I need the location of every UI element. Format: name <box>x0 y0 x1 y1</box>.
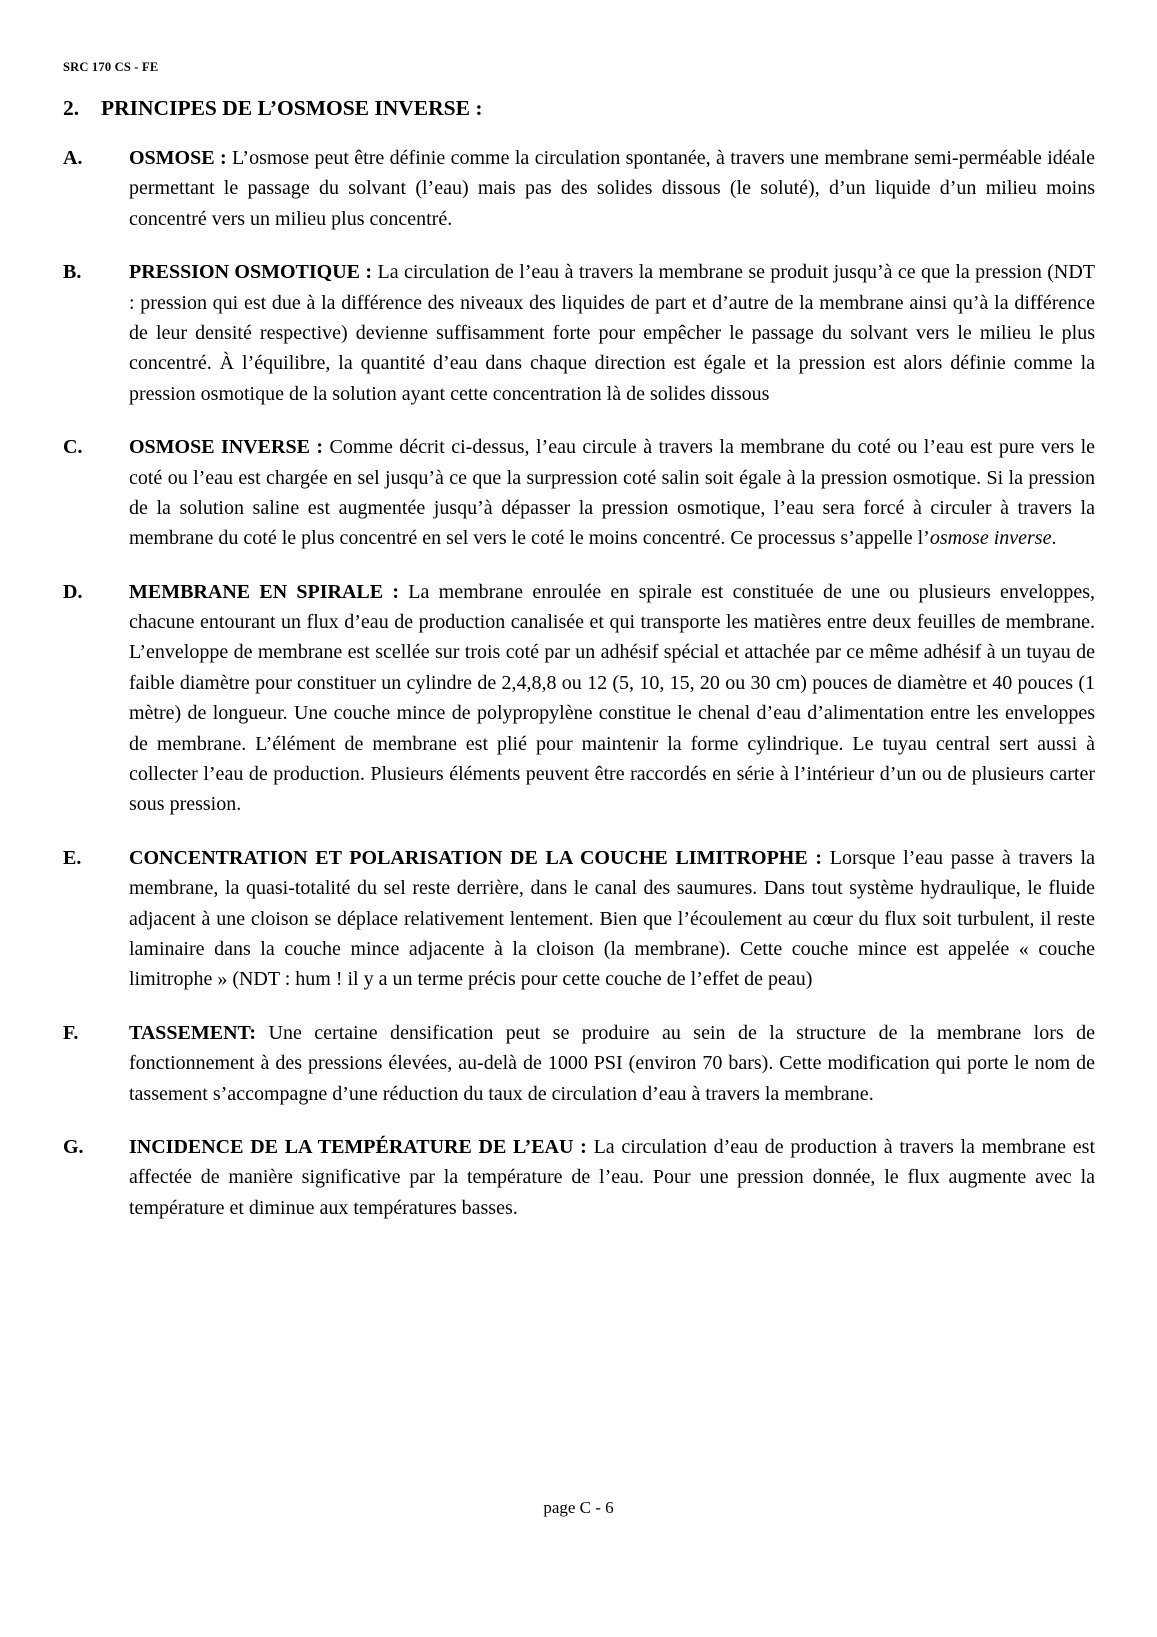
clause-text: La circulation de l’eau à travers la membrane se produit jusqu’à ce que la pression (NDT : pression qui est due à la différence des niveaux des liquides de part et d’autre de la membrane ainsi qu’à la différence de leur densité respective) devienne suffisamment forte pour empêcher le passage du solvant vers le milieu le plus concentré. À l’équilibre, la quantité d’eau dans chaque direction est égale et la pression est alors définie comme la pression osmotique de la solution ayant cette concentration là de solides dissous <box>129 261 1096 405</box>
clause-b <box>63 257 1095 409</box>
clause-letter: D. <box>63 580 83 603</box>
clause-d <box>63 577 1095 820</box>
clause-body <box>129 143 1095 234</box>
clause-body <box>129 577 1095 820</box>
clause-term: OSMOSE : <box>129 147 227 169</box>
document-code-header: SRC 170 CS - FE <box>63 60 159 74</box>
clause-text: Lorsque l’eau passe à travers la membrane, la quasi-totalité du sel reste derrière, dans le canal des saumures. Dans tout système hydraulique, le fluide adjacent à une cloison se déplace relativement lentement. Bien que l’écoulement au cœur du flux soit turbulent, il reste laminaire dans la couche mince adjacente à la cloison (la membrane). Cette couche mince est appelée « couche limitrophe » (NDT : hum ! il y a un terme précis pour cette couche de l’effet de peau) <box>129 846 1095 991</box>
clause-text: La membrane enroulée en spirale est constituée de une ou plusieurs enveloppes, chacune entourant un flux d’eau de production canalisée et qui transporte les matières entre deux feuilles de membrane. L’enveloppe de membrane est scellée sur trois coté par un adhésif spécial et attachée par ce même adhésif à un tuyau de faible diamètre pour constituer un cylindre de 2,4,8,8 ou 12 (5, 10, 15, 20 ou 30 cm) pouces de diamètre et 40 pouces (1 mètre) de longueur. Une couche mince de polypropylène constitue le chenal d’eau d’alimentation entre les enveloppes de membrane. L’élément de membrane est plié pour maintenir la forme cylindrique. Le tuyau central sert aussi à collecter l’eau de production. Plusieurs éléments peuvent être raccordés en série à l’intérieur d’un ou de plusieurs carter sous pression. <box>129 580 1095 816</box>
clause-g <box>63 1132 1095 1223</box>
clause-body <box>129 843 1095 995</box>
clause-text: La circulation d’eau de production à travers la membrane est affectée de manière significative par la température de l’eau. Pour une pression donnée, le flux augmente avec la température et diminue aux températures basses. <box>129 1135 1095 1219</box>
clause-c <box>63 432 1095 554</box>
clause-a <box>63 143 1095 234</box>
clause-letter: E. <box>63 846 82 869</box>
clause-term: TASSEMENT: <box>129 1021 257 1044</box>
clause-letter: C. <box>63 436 83 459</box>
clause-term: INCIDENCE DE LA TEMPÉRATURE DE L’EAU : <box>129 1135 587 1158</box>
section-heading <box>63 96 1095 121</box>
clause-text-tail: . <box>1051 527 1057 550</box>
clause-f <box>63 1018 1095 1109</box>
clause-body <box>129 432 1095 554</box>
clause-body <box>129 1018 1095 1109</box>
clause-letter: B. <box>63 261 82 284</box>
clause-text: Comme décrit ci-dessus, l’eau circule à travers la membrane du coté ou l’eau est pure vers le coté ou l’eau est chargée en sel jusqu’à ce que la surpression coté salin soit égale à la pression osmotique. Si la pression de la solution saline est augmentée jusqu’à dépasser la pression osmotique, l’eau sera forcé à circuler à travers la membrane du coté le plus concentré en sel vers le coté le moins concentré. Ce processus s’appelle l’ <box>129 436 1095 550</box>
clause-term: OSMOSE INVERSE : <box>129 436 324 459</box>
clause-body <box>129 257 1095 409</box>
clause-text: Une certaine densification peut se produire au sein de la structure de la membrane lors de fonctionnement à des pressions élevées, au-delà de 1000 PSI (environ 70 bars). Cette modification qui porte le nom de tassement s’accompagne d’une réduction du taux de circulation d’eau à travers la membrane. <box>129 1021 1095 1105</box>
clause-term: PRESSION OSMOTIQUE : <box>129 261 373 284</box>
section-number: 2. <box>63 96 80 120</box>
clause-text: L’osmose peut être définie comme la circulation spontanée, à travers une membrane semi-perméable idéale permettant le passage du solvant (l’eau) mais pas des solides dissous (le soluté), d’un liquide d’un milieu moins concentré vers un milieu plus concentré. <box>129 147 1095 230</box>
document-body <box>63 96 1095 1246</box>
page-footer: page C - 6 <box>543 1498 614 1517</box>
clause-body <box>129 1132 1095 1223</box>
clause-e <box>63 843 1095 995</box>
clause-term: CONCENTRATION ET POLARISATION DE LA COUCHE LIMITROPHE : <box>129 846 823 869</box>
clause-italic-term: osmose inverse <box>929 527 1052 550</box>
clause-letter: F. <box>63 1021 79 1044</box>
section-title-text: PRINCIPES DE L’OSMOSE INVERSE : <box>101 96 483 120</box>
clause-term: MEMBRANE EN SPIRALE : <box>129 580 400 603</box>
clause-letter: G. <box>63 1135 84 1158</box>
clause-letter: A. <box>63 147 83 169</box>
